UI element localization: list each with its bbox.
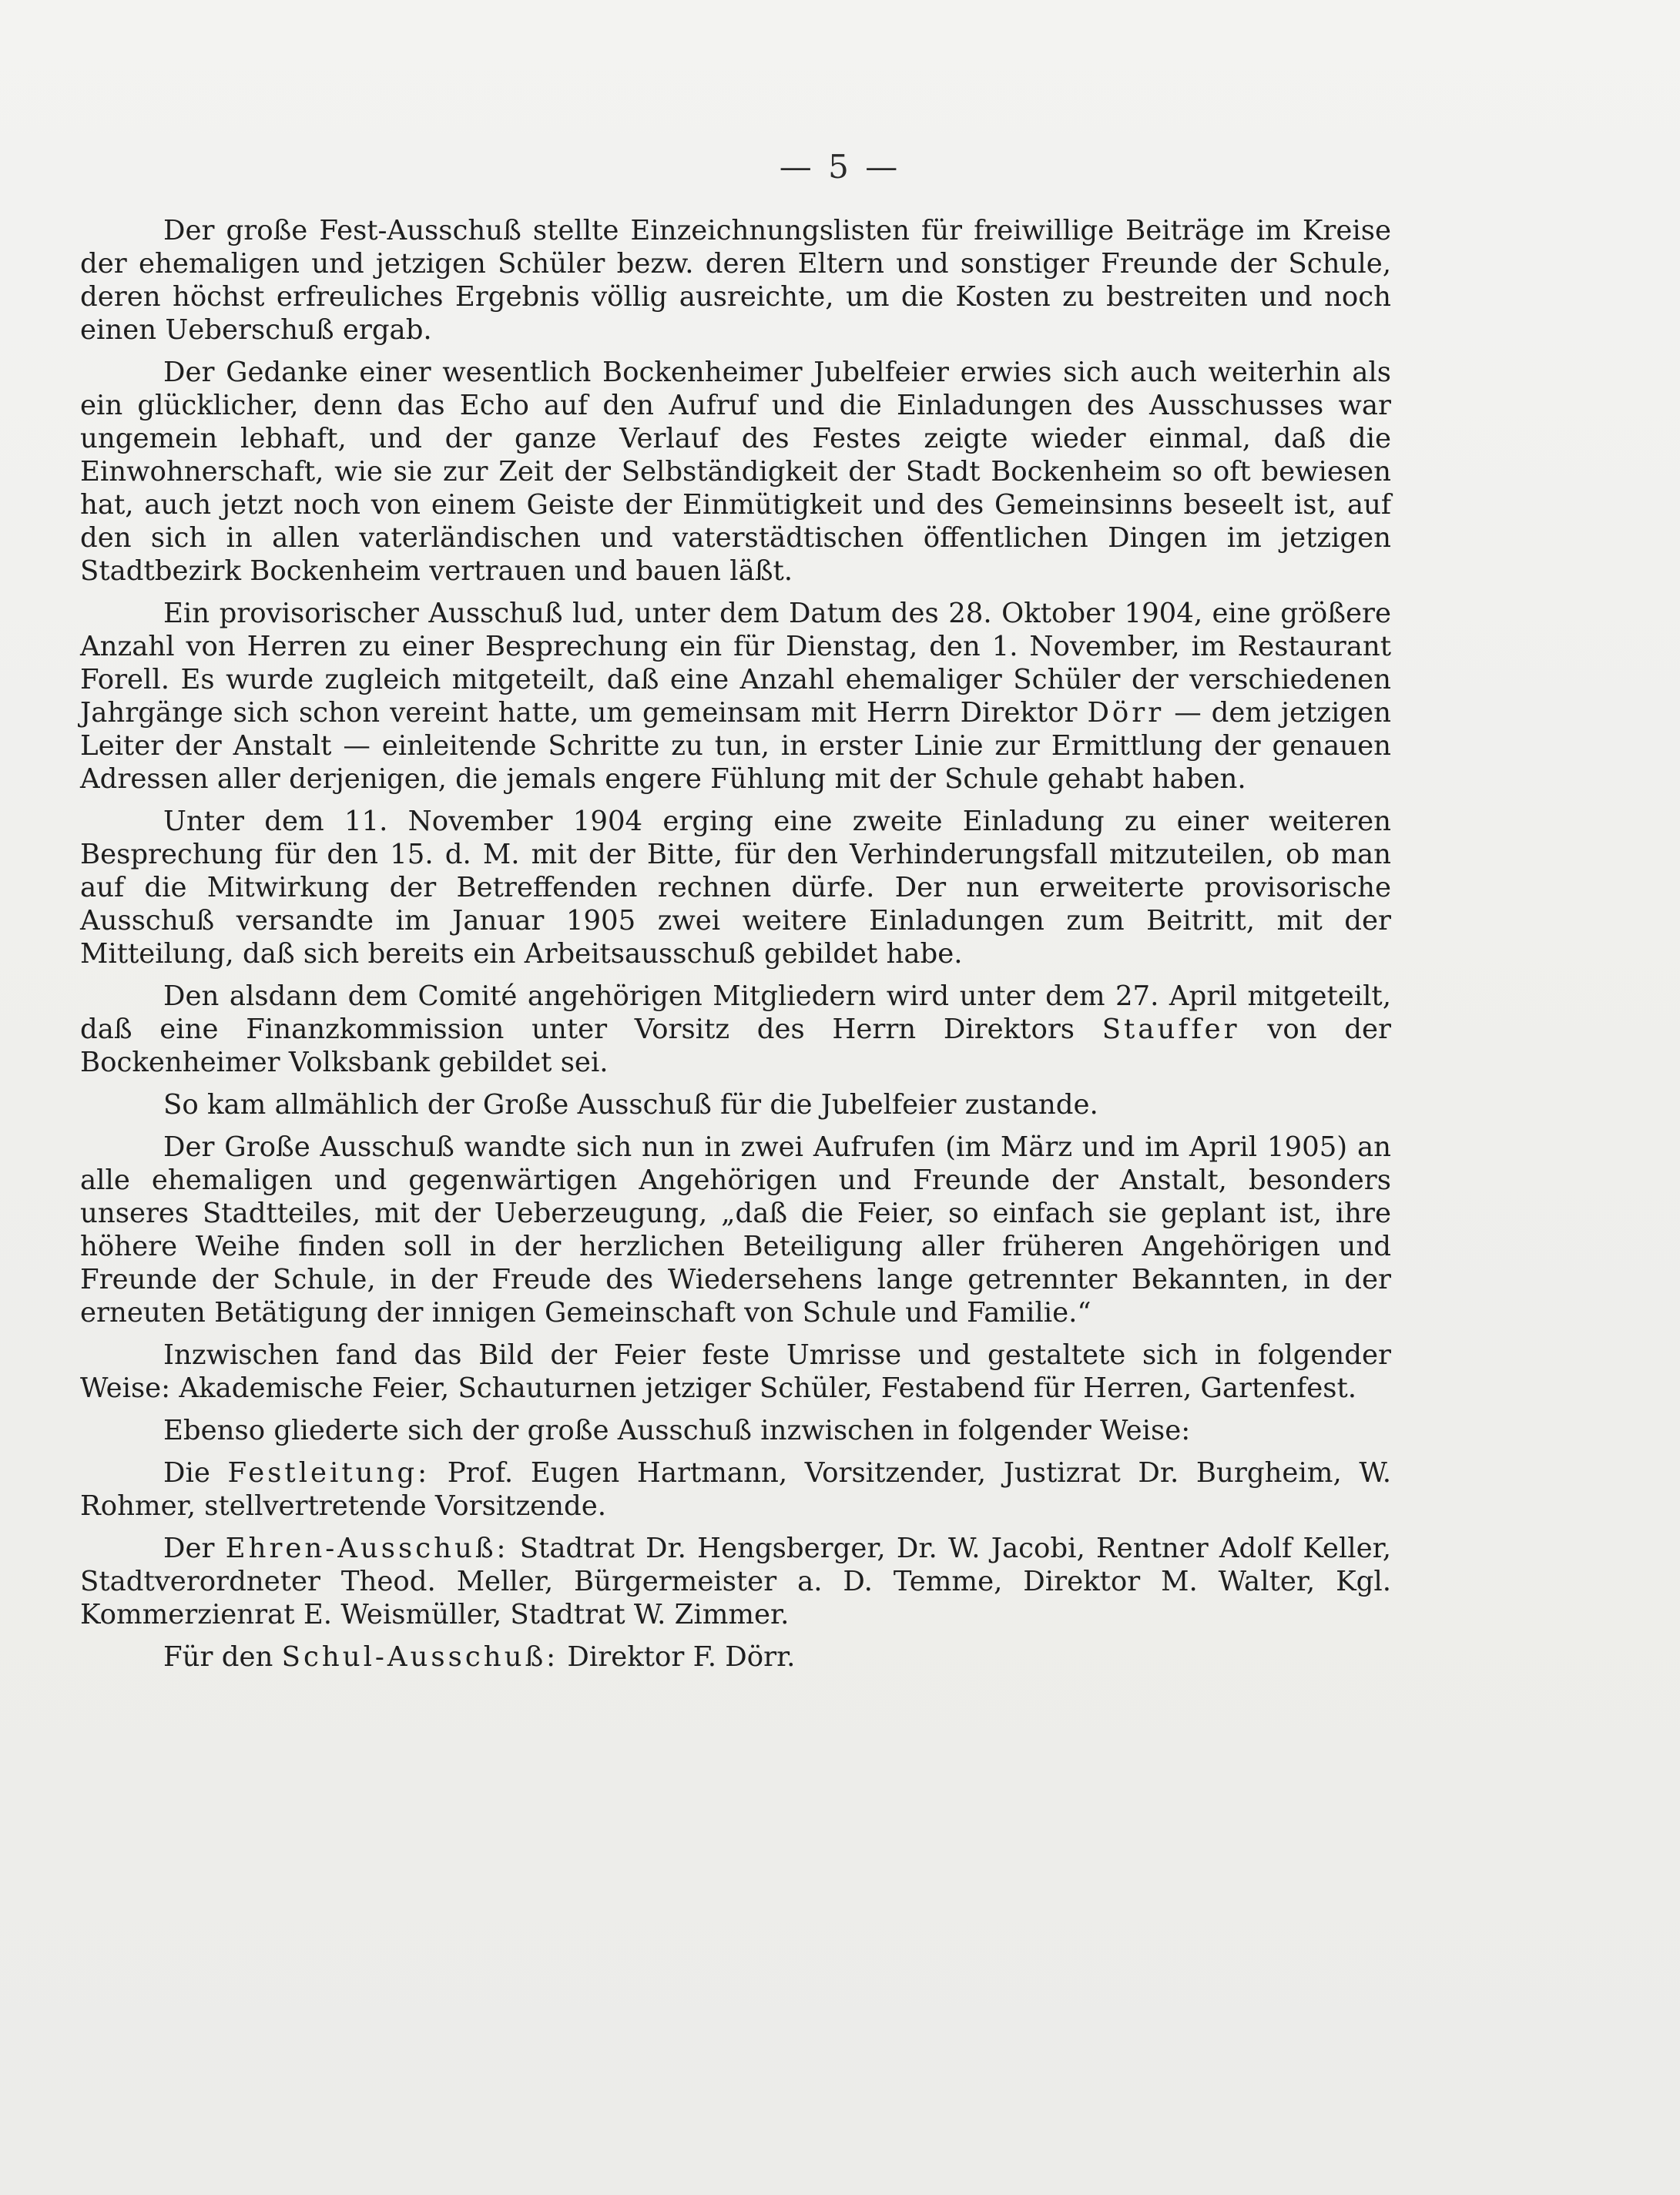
paragraph-schul-ausschuss (80, 1640, 1391, 1674)
emphasized-name: Stauffer (1102, 1014, 1240, 1045)
page-number: — 5 — (779, 148, 901, 186)
paragraph-ehren-ausschuss (80, 1532, 1391, 1631)
paragraph-text: — dem jetzigen Leiter der Anstalt — einleitende Schritte zu tun, in erster Linie zur Ermittlung der genauen Adressen aller derjenigen, die jemals engere Fühlung mit der Schule gehabt haben. (80, 697, 1391, 795)
paragraph-comite (80, 980, 1391, 1079)
paragraph-text: Stadtrat Dr. Hengsberger, Dr. W. Jacobi, Rentner Adolf Keller, Stadtverordneter Theod. Meller, Bürgermeister a. D. Temme, Direktor M. Walter, Kgl. Kommerzienrat E. Weismüller, Stadtrat W. Zimmer. (80, 1533, 1391, 1630)
section-label: Schul-Ausschuß: (281, 1641, 559, 1673)
paragraph-text: Prof. Eugen Hartmann, Vorsitzender, Justizrat Dr. Burgheim, W. Rohmer, stellvertretende Vorsitzende. (80, 1457, 1391, 1522)
emphasized-name: Dörr (1087, 697, 1165, 729)
paragraph-zweite-einladung: Unter dem 11. November 1904 erging eine zweite Einladung zu einer weiteren Besprechung für den 15. d. M. mit der Bitte, für den Verhinderungsfall mitzuteilen, ob man auf die Mitwirkung der Betreffenden rechnen dürfe. Der nun erweiterte provisorische Ausschuß versandte im Januar 1905 zwei weitere Einladungen zum Beitritt, mit der Mitteilung, daß sich bereits ein Arbeitsausschuß gebildet habe. (80, 806, 1391, 970)
paragraph-jubelfeier: Der Gedanke einer wesentlich Bockenheimer Jubelfeier erwies sich auch weiterhin als ein glücklicher, denn das Echo auf den Aufruf und die Einladungen des Ausschusses war ungemein lebhaft, und der ganze Verlauf des Festes zeigte wieder einmal, daß die Einwohnerschaft, wie sie zur Zeit der Selbständigkeit der Stadt Bockenheim so oft bewiesen hat, auch jetzt noch von einem Geiste der Einmütigkeit und des Gemeinsinns beseelt ist, auf den sich in allen vaterländischen und vaterstädtischen öffentlichen Dingen im jetzigen Stadtbezirk Bockenheim vertrauen und bauen läßt. (80, 357, 1391, 587)
paragraph-text: Den alsdann dem Comité angehörigen Mitgliedern wird unter dem 27. April mitgeteilt, daß eine Finanzkommission unter Vorsitz des Herrn Direktors (80, 980, 1391, 1045)
paragraph-text: Die (163, 1457, 228, 1489)
paragraph-provisorischer-ausschuss (80, 597, 1391, 796)
section-label: Festleitung: (227, 1457, 431, 1489)
paragraph-text: Ein provisorischer Ausschuß lud, unter dem Datum des 28. Oktober 1904, eine größere Anzahl von Herren zu einer Besprechung ein für Dienstag, den 1. November, im Restaurant Forell. Es wurde zugleich mitgeteilt, daß eine Anzahl ehemaliger Schüler der verschiedenen Jahrgänge sich schon vereint hatte, um gemeinsam mit (80, 598, 1391, 729)
paragraph-text: Für den (163, 1641, 282, 1673)
paragraph-aufrufe: Der Große Ausschuß wandte sich nun in zwei Aufrufen (im März und im April 1905) an alle ehemaligen und gegenwärtigen Angehörigen und Freunde der Anstalt, besonders unseres Stadtteiles, mit der Ueberzeugung, „daß die Feier, so einfach sie geplant ist, ihre höhere Weihe finden soll in der herzlichen Beteiligung aller früheren Angehörigen und Freunde der Schule, in der Freude des Wiedersehens lange getrennter Bekannten, in der erneuten Betätigung der innigen Gemeinschaft von Schule und Familie.“ (80, 1131, 1391, 1329)
paragraph-text: Herrn Direktor (866, 697, 1088, 729)
paragraph-gliederung: Ebenso gliederte sich der große Ausschuß inzwischen in folgender Weise: (163, 1415, 1191, 1446)
paragraph-text: von der Bockenheimer Volksbank gebildet sei. (80, 1014, 1391, 1078)
paragraph-text: Der (163, 1533, 226, 1564)
paragraph-feier-umrisse: Inzwischen fand das Bild der Feier feste Umrisse und gestaltete sich in folgender Weise: Akademische Feier, Schauturnen jetziger Schüler, Festabend für Herren, Gartenfest. (80, 1339, 1391, 1404)
paragraph-text: Direktor F. Dörr. (558, 1641, 796, 1673)
paragraph-fest-ausschuss: Der große Fest-Ausschuß stellte Einzeichnungslisten für freiwillige Beiträge im Kreise der ehemaligen und jetzigen Schüler bezw. deren Eltern und sonstiger Freunde der Schule, deren höchst erfreuliches Ergebnis völlig ausreichte, um die Kosten zu bestreiten und noch einen Ueberschuß ergab. (80, 215, 1391, 346)
paragraph-festleitung (80, 1456, 1391, 1523)
body-text (80, 214, 1391, 1683)
section-label: Ehren-Ausschuß: (225, 1533, 509, 1564)
paragraph-grosser-ausschuss: So kam allmählich der Große Ausschuß für die Jubelfeier zustande. (163, 1089, 1098, 1121)
